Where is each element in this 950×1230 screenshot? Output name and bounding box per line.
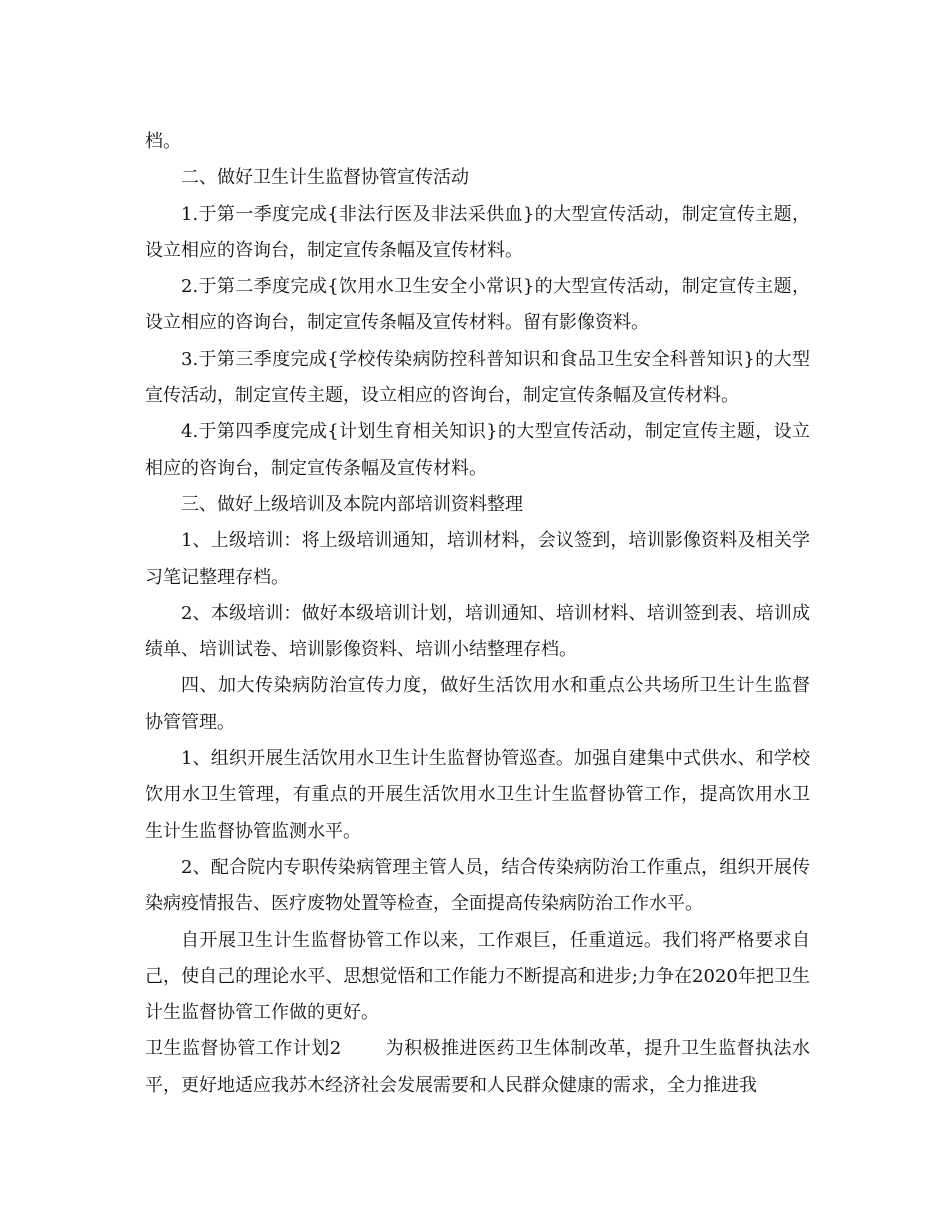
next-plan-text: 为积极推进医药卫生体制改革，提升卫生监督执法水平，更好地适应我苏木经济社会发展需要和人民群众健康的需求，全力推进我	[145, 1038, 811, 1096]
section-heading-3: 三、做好上级培训及本院内部培训资料整理	[181, 493, 523, 515]
paragraph-q3: 3.于第三季度完成{学校传染病防控科普知识和食品卫生安全科普知识}的大型宣传活动，制定宣传主题，设立相应的咨询台，制定宣传条幅及宣传材料。	[145, 348, 810, 407]
paragraph-q4: 4.于第四季度完成{计划生育相关知识}的大型宣传活动，制定宣传主题，设立相应的咨询台，制定宣传条幅及宣传材料。	[145, 421, 810, 479]
section-heading-4: 四、加大传染病防治宣传力度，做好生活饮用水和重点公共场所卫生计生监督协管管理。	[145, 675, 810, 733]
section-heading-2: 二、做好卫生计生监督协管宣传活动	[181, 167, 469, 189]
next-plan-title: 卫生监督协管工作计划2	[145, 1038, 342, 1060]
paragraph-upper-training: 1、上级培训：将上级培训通知，培训材料，会议签到，培训影像资料及相关学习笔记整理存档。	[145, 530, 810, 588]
next-plan-paragraph	[145, 1031, 810, 1104]
document-page	[145, 124, 810, 1104]
paragraph-disease-control: 2、配合院内专职传染病管理主管人员，结合传染病防治工作重点，组织开展传染病疫情报告、医疗废物处置等检查，全面提高传染病防治工作水平。	[145, 856, 810, 915]
paragraph-q2: 2.于第二季度完成{饮用水卫生安全小常识}的大型宣传活动，制定宣传主题，设立相应的咨询台，制定宣传条幅及宣传材料。留有影像资料。	[145, 276, 810, 334]
paragraph-water-inspection: 1、组织开展生活饮用水卫生计生监督协管巡查。加强自建集中式供水、和学校饮用水卫生管理，有重点的开展生活饮用水卫生计生监督协管工作，提高饮用水卫生计生监督协管监测水平。	[145, 748, 810, 842]
paragraph-q1: 1.于第一季度完成{非法行医及非法采供血}的大型宣传活动，制定宣传主题，设立相应的咨询台，制定宣传条幅及宣传材料。	[145, 203, 810, 261]
paragraph-conclusion: 自开展卫生计生监督协管工作以来，工作艰巨，任重道远。我们将严格要求自己，使自己的理论水平、思想觉悟和工作能力不断提高和进步;力争在2020年把卫生计生监督协管工作做的更好。	[145, 929, 810, 1024]
paragraph-1: 档。	[145, 131, 181, 152]
paragraph-local-training: 2、本级培训：做好本级培训计划，培训通知、培训材料、培训签到表、培训成绩单、培训试卷、培训影像资料、培训小结整理存档。	[145, 602, 810, 661]
